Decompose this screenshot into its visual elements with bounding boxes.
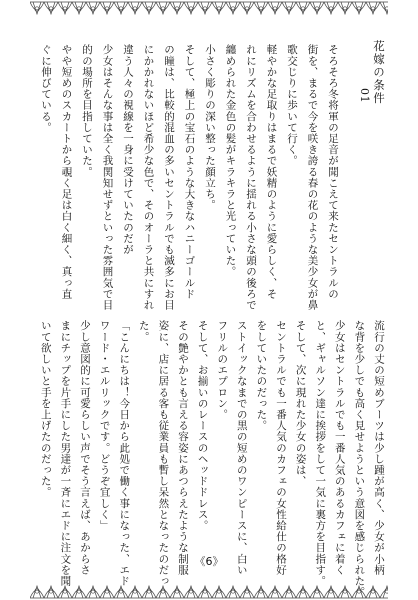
lace-border-bottom bbox=[30, 578, 388, 600]
text-column: れにリズムを合わせるように揺れる小さな頭の後ろで bbox=[245, 44, 257, 311]
text-column: た。 bbox=[137, 320, 150, 343]
chapter-title: 花嫁の条件 bbox=[372, 40, 386, 105]
text-column: 違う人々の視線を一身に受けていたのだが bbox=[122, 44, 134, 255]
text-column: まにチップを片手にした男達が一斉にエドに注文を聞 bbox=[59, 320, 72, 587]
text-column: フリルのエプロン。 bbox=[216, 320, 229, 420]
text-column: そして、極上の宝石のような大きなハニーゴールド bbox=[183, 44, 196, 300]
lace-border-top bbox=[30, 0, 388, 22]
page-number: 《6》 bbox=[194, 555, 224, 568]
text-column: ぐに伸びている。 bbox=[40, 44, 52, 133]
text-column: 少女はセントラルでも一番人気のあるカフェに着く bbox=[333, 320, 346, 576]
text-column: セントラルでも一番人気のカフェの女性給仕の格好 bbox=[275, 320, 287, 576]
text-column: いて欲しいと手を上げたのだった。 bbox=[39, 320, 52, 498]
text-column: そして、次に現れた少女の姿は、 bbox=[294, 320, 307, 487]
text-column: そして、お揃いのレースのヘッドドレス。 bbox=[196, 320, 209, 531]
text-column: な背を少しでも高く見せようという意図を感じられた。 bbox=[353, 320, 366, 598]
text-column: 少女はそんな事は全く我関知せずといった雰囲気で目 bbox=[101, 44, 114, 311]
text-column: と、ギャルソン達に挨拶をして一気に裏方を目指す。 bbox=[314, 320, 327, 587]
text-column: 纏められた金色の髪がキラキラと光っていた。 bbox=[224, 44, 237, 278]
text-column: やや短めのスカートから覗く足は白く細く、真っ直 bbox=[60, 44, 73, 300]
text-column: ワード・エルリックです。どうぞ宜しく」 bbox=[98, 320, 111, 531]
text-column: 的の場所を目指していた。 bbox=[81, 44, 93, 178]
text-column: ストイックなまでの黒の短めのワンピースに、白い bbox=[235, 320, 248, 576]
text-column: 少し意図的に可愛らしい声でそう言えば、あからさ bbox=[79, 320, 91, 576]
text-column: そろそろ冬将軍の足音が聞こえて来たセントラルの bbox=[327, 44, 339, 300]
text-column: をしていたのだった。 bbox=[255, 320, 268, 431]
text-column: 歌交じりに歩いて行く。 bbox=[286, 44, 298, 167]
text-column: 流行の丈の短めブーツは少し踵が高く、少女が小柄 bbox=[373, 320, 385, 576]
text-column: の瞳は、比較的混血の多いセントラルでも滅多にお目 bbox=[163, 44, 175, 311]
text-column: 小さく彫りの深い整った顔立ち。 bbox=[204, 44, 216, 211]
text-column: 姿に、店に居る客も従業員も暫し呆然となったのだっ bbox=[157, 320, 170, 587]
text-column: 「こんにちは！今日から此処で働く事になった、エド bbox=[118, 320, 131, 587]
text-column: その艶やかとも言える容姿にあつらえたような制服 bbox=[177, 320, 189, 576]
chapter-number: 01 bbox=[358, 88, 371, 104]
text-column: にかかれないほど希少な色で、そのオーラと共にすれ bbox=[142, 44, 155, 311]
text-column: 街を、まるで今を咲き誇る春の花のような美少女が鼻 bbox=[306, 44, 319, 311]
text-column: 軽やかな足取りはまるで妖精のように愛らしく、そ bbox=[265, 44, 278, 300]
